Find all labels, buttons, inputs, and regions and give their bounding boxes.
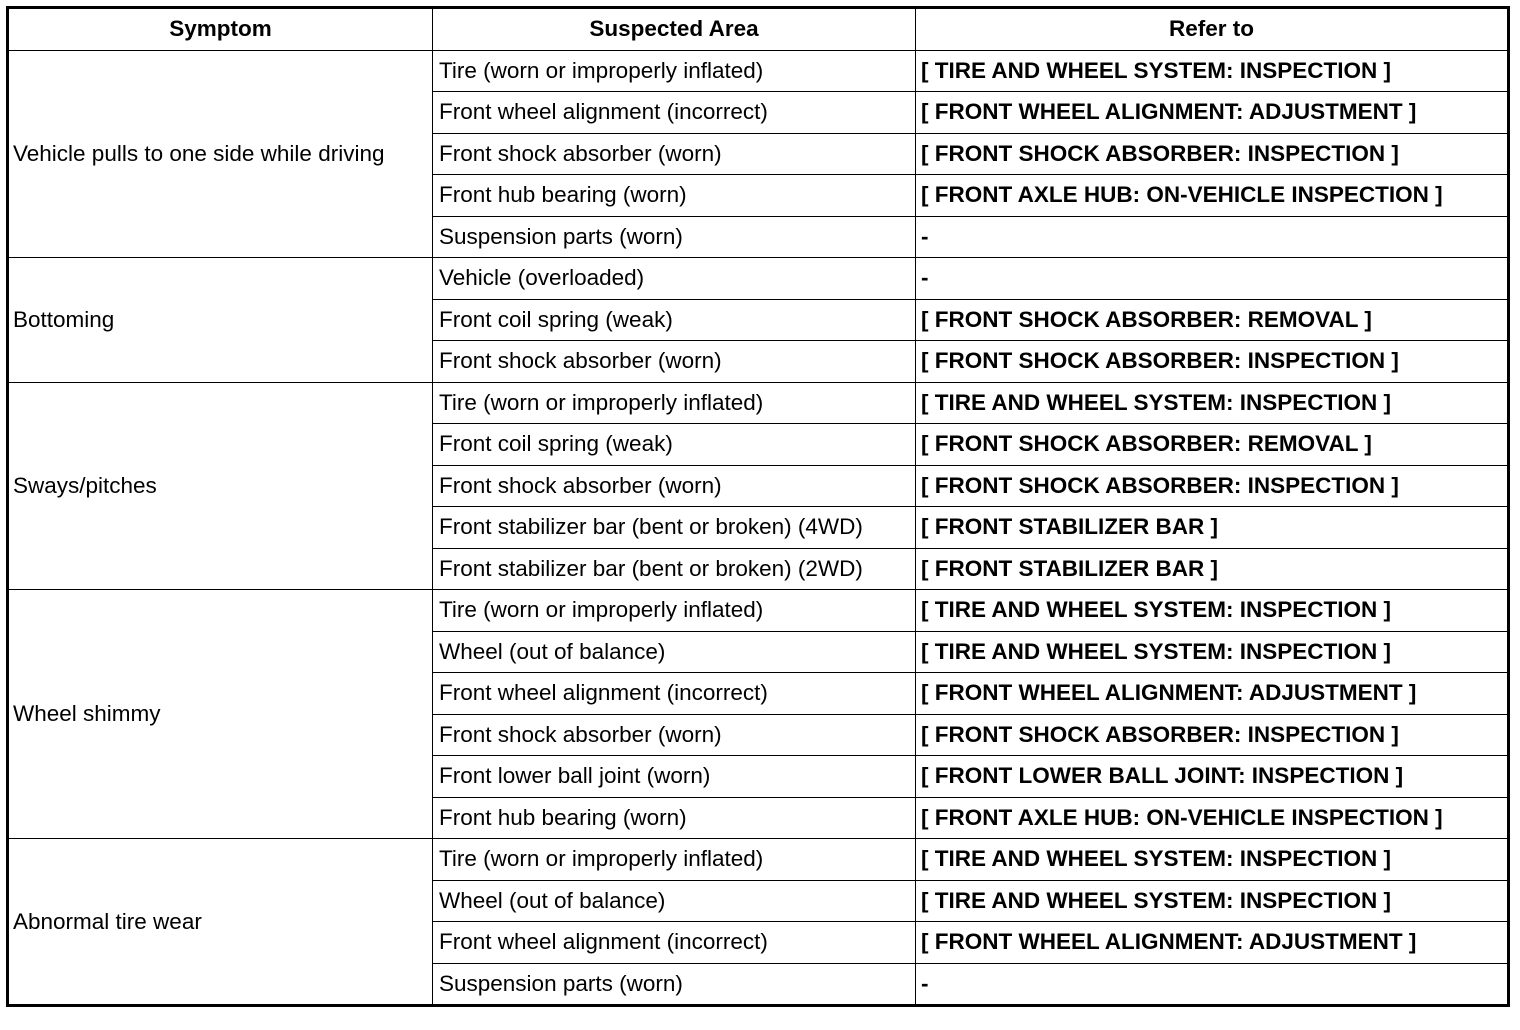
suspected-area-cell: Front shock absorber (worn)	[433, 714, 916, 756]
suspected-area-cell: Wheel (out of balance)	[433, 631, 916, 673]
refer-to-cell: [ FRONT SHOCK ABSORBER: INSPECTION ]	[916, 341, 1509, 383]
suspected-area-cell: Tire (worn or improperly inflated)	[433, 382, 916, 424]
symptom-cell: Bottoming	[8, 258, 433, 383]
suspected-area-cell: Suspension parts (worn)	[433, 216, 916, 258]
refer-to-cell: -	[916, 963, 1509, 1006]
suspected-area-cell: Front wheel alignment (incorrect)	[433, 92, 916, 134]
suspected-area-cell: Front stabilizer bar (bent or broken) (2WD)	[433, 548, 916, 590]
header-symptom: Symptom	[8, 8, 433, 51]
suspected-area-cell: Front shock absorber (worn)	[433, 465, 916, 507]
refer-to-cell: [ FRONT SHOCK ABSORBER: INSPECTION ]	[916, 133, 1509, 175]
refer-to-cell: -	[916, 258, 1509, 300]
refer-to-cell: [ FRONT WHEEL ALIGNMENT: ADJUSTMENT ]	[916, 922, 1509, 964]
suspected-area-cell: Front wheel alignment (incorrect)	[433, 922, 916, 964]
symptom-cell: Vehicle pulls to one side while driving	[8, 50, 433, 258]
table-row	[8, 382, 1509, 424]
header-row	[8, 8, 1509, 51]
refer-to-cell: [ FRONT AXLE HUB: ON-VEHICLE INSPECTION ]	[916, 175, 1509, 217]
refer-to-cell: -	[916, 216, 1509, 258]
refer-to-cell: [ FRONT STABILIZER BAR ]	[916, 507, 1509, 549]
refer-to-cell: [ TIRE AND WHEEL SYSTEM: INSPECTION ]	[916, 590, 1509, 632]
suspected-area-cell: Front coil spring (weak)	[433, 424, 916, 466]
suspected-area-cell: Front stabilizer bar (bent or broken) (4WD)	[433, 507, 916, 549]
suspected-area-cell: Front coil spring (weak)	[433, 299, 916, 341]
refer-to-cell: [ FRONT SHOCK ABSORBER: INSPECTION ]	[916, 465, 1509, 507]
refer-to-cell: [ FRONT STABILIZER BAR ]	[916, 548, 1509, 590]
refer-to-cell: [ FRONT WHEEL ALIGNMENT: ADJUSTMENT ]	[916, 92, 1509, 134]
table-row	[8, 839, 1509, 881]
header-suspected-area: Suspected Area	[433, 8, 916, 51]
refer-to-cell: [ TIRE AND WHEEL SYSTEM: INSPECTION ]	[916, 631, 1509, 673]
symptom-cell: Abnormal tire wear	[8, 839, 433, 1006]
refer-to-cell: [ TIRE AND WHEEL SYSTEM: INSPECTION ]	[916, 382, 1509, 424]
refer-to-cell: [ TIRE AND WHEEL SYSTEM: INSPECTION ]	[916, 839, 1509, 881]
refer-to-cell: [ TIRE AND WHEEL SYSTEM: INSPECTION ]	[916, 880, 1509, 922]
suspected-area-cell: Front hub bearing (worn)	[433, 797, 916, 839]
suspected-area-cell: Front wheel alignment (incorrect)	[433, 673, 916, 715]
table-row	[8, 50, 1509, 92]
refer-to-cell: [ FRONT AXLE HUB: ON-VEHICLE INSPECTION ]	[916, 797, 1509, 839]
suspected-area-cell: Suspension parts (worn)	[433, 963, 916, 1006]
refer-to-cell: [ FRONT SHOCK ABSORBER: INSPECTION ]	[916, 714, 1509, 756]
refer-to-cell: [ TIRE AND WHEEL SYSTEM: INSPECTION ]	[916, 50, 1509, 92]
refer-to-cell: [ FRONT SHOCK ABSORBER: REMOVAL ]	[916, 299, 1509, 341]
symptom-cell: Wheel shimmy	[8, 590, 433, 839]
table-row	[8, 590, 1509, 632]
table-body	[8, 50, 1509, 1006]
suspected-area-cell: Wheel (out of balance)	[433, 880, 916, 922]
symptom-table	[6, 6, 1510, 1007]
suspected-area-cell: Front shock absorber (worn)	[433, 341, 916, 383]
refer-to-cell: [ FRONT LOWER BALL JOINT: INSPECTION ]	[916, 756, 1509, 798]
suspected-area-cell: Tire (worn or improperly inflated)	[433, 839, 916, 881]
suspected-area-cell: Front hub bearing (worn)	[433, 175, 916, 217]
suspected-area-cell: Tire (worn or improperly inflated)	[433, 590, 916, 632]
suspected-area-cell: Tire (worn or improperly inflated)	[433, 50, 916, 92]
symptom-cell: Sways/pitches	[8, 382, 433, 590]
suspected-area-cell: Front shock absorber (worn)	[433, 133, 916, 175]
header-refer-to: Refer to	[916, 8, 1509, 51]
table-row	[8, 258, 1509, 300]
refer-to-cell: [ FRONT SHOCK ABSORBER: REMOVAL ]	[916, 424, 1509, 466]
suspected-area-cell: Front lower ball joint (worn)	[433, 756, 916, 798]
refer-to-cell: [ FRONT WHEEL ALIGNMENT: ADJUSTMENT ]	[916, 673, 1509, 715]
suspected-area-cell: Vehicle (overloaded)	[433, 258, 916, 300]
